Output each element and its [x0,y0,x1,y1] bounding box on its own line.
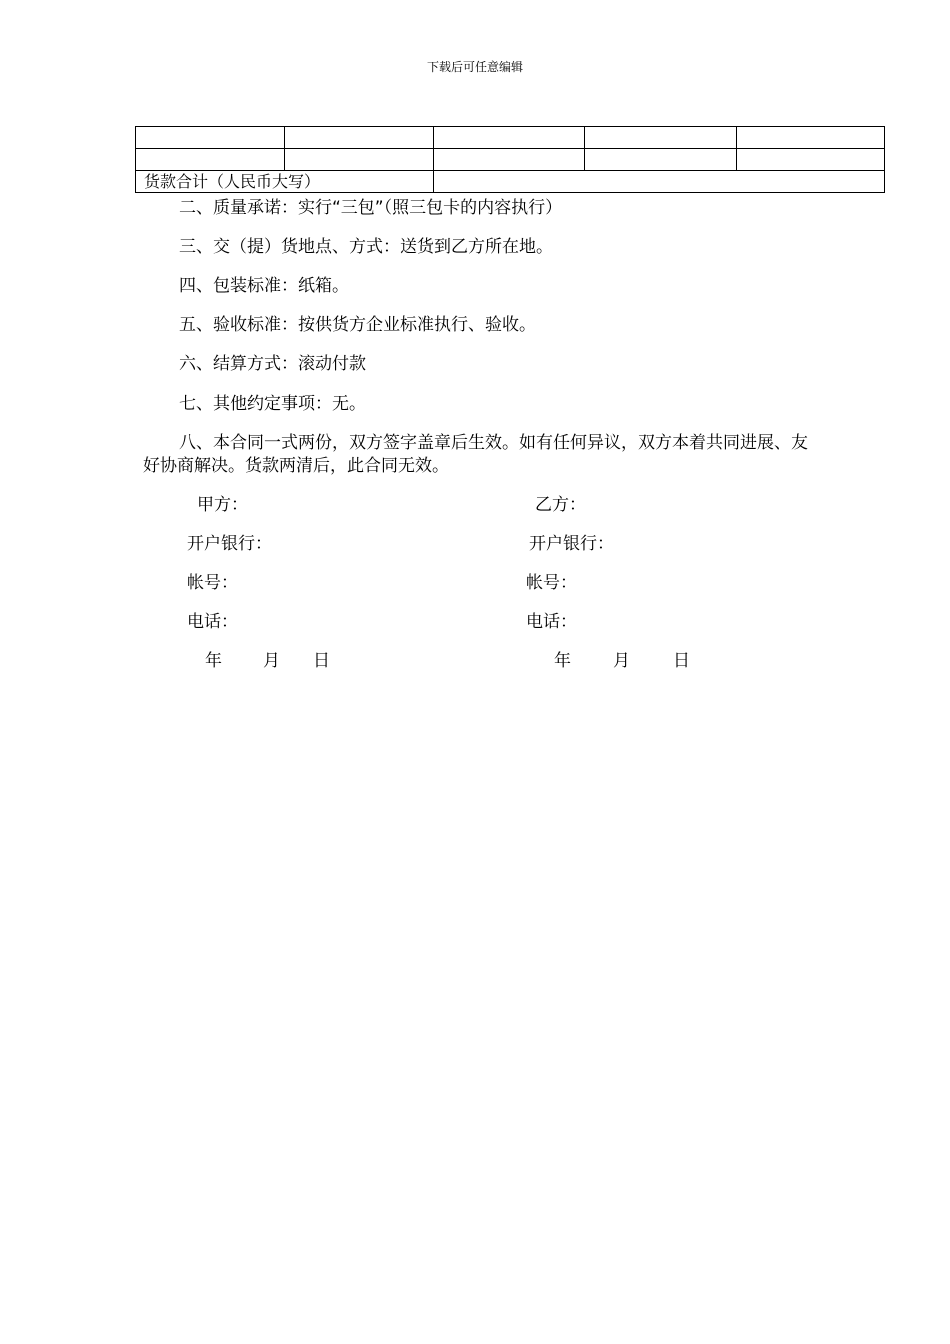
table-row [136,127,885,149]
clause-delivery: 三、交（提）货地点、方式：送货到乙方所在地。 [179,237,553,257]
party-b-year-label: 年 [554,651,571,671]
party-a-phone-label: 电话： [187,612,238,632]
total-row [136,171,885,193]
party-a-label: 甲方： [197,495,248,515]
total-label: 货款合计（人民币大写） [136,171,434,193]
party-a-account-label: 帐号： [187,573,238,593]
clause-effect: 八、本合同一式两份，双方签字盖章后生效。如有任何异议，双方本着共同进展、友好协商解决。货款两清后，此合同无效。 [143,433,808,476]
party-b-account-label: 帐号： [526,573,577,593]
clause-other: 七、其他约定事项：无。 [179,394,366,414]
table-cell [434,127,585,149]
table-cell [585,127,737,149]
party-a-month-label: 月 [263,651,280,671]
party-b-label: 乙方： [535,495,586,515]
goods-table [135,126,885,193]
party-a-year-label: 年 [205,651,222,671]
table-cell [585,149,737,171]
clause-acceptance: 五、验收标准：按供货方企业标准执行、验收。 [179,315,536,335]
party-b-phone-label: 电话： [526,612,577,632]
table-row [136,149,885,171]
party-b-day-label: 日 [673,651,690,671]
table-cell [434,149,585,171]
clause-packaging: 四、包装标准：纸箱。 [179,276,349,296]
table-cell [136,149,285,171]
party-a-day-label: 日 [313,651,330,671]
party-b-month-label: 月 [613,651,630,671]
clause-settlement: 六、结算方式：滚动付款 [179,354,366,374]
table-cell [285,127,434,149]
party-a-bank-label: 开户银行： [187,534,272,554]
table-cell [737,149,885,171]
clause-quality: 二、质量承诺：实行“三包”（照三包卡的内容执行） [179,198,563,218]
table-cell [136,127,285,149]
table-cell [285,149,434,171]
table-cell [737,127,885,149]
header-note: 下载后可任意编辑 [426,60,523,74]
total-value [434,171,885,193]
party-b-bank-label: 开户银行： [529,534,614,554]
